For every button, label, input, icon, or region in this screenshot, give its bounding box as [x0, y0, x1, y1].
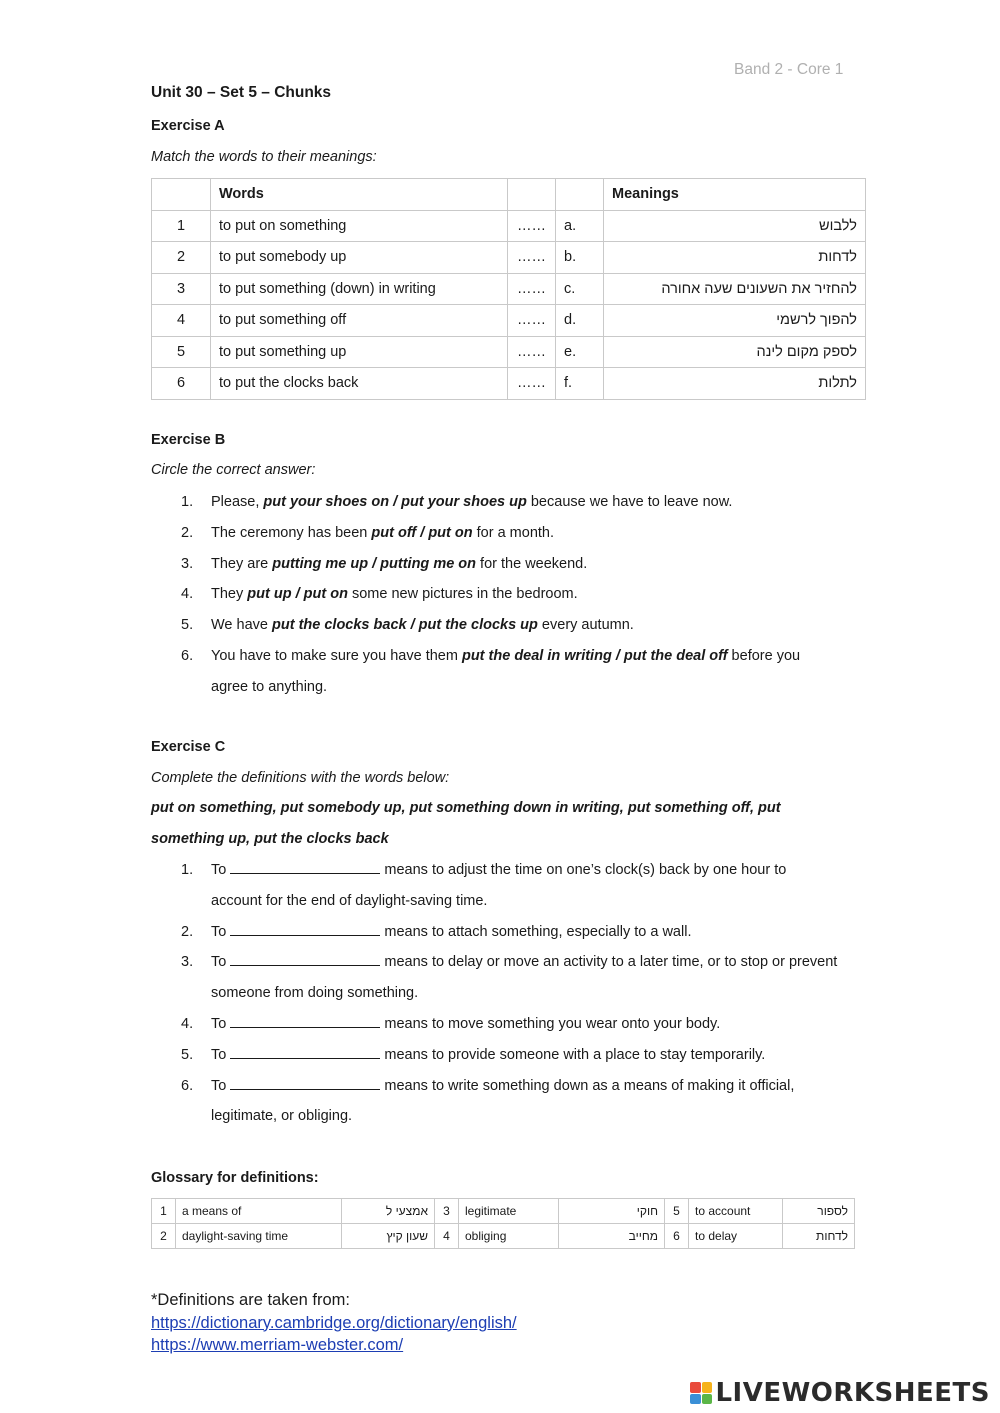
list-item: 6. To means to write something down as a means of making it official, legitimate, or obliging.	[151, 1071, 841, 1133]
meaning-cell: להחזיר את השעונים שעה אחורה	[604, 273, 866, 305]
logo-square	[702, 1382, 713, 1393]
meaning-cell: לספק מקום לינה	[604, 336, 866, 368]
answer-blank[interactable]	[230, 921, 380, 936]
glossary-translation: שעון קיץ	[342, 1224, 435, 1249]
row-number: 4	[152, 305, 211, 337]
sources-intro: *Definitions are taken from:	[151, 1291, 351, 1309]
answer-choice[interactable]: put off / put on	[371, 524, 473, 541]
answer-choice[interactable]: putting me up / putting me on	[272, 555, 477, 572]
exercise-b-heading: Exercise B	[151, 432, 226, 448]
exercise-a-instruction: Match the words to their meanings:	[151, 149, 377, 165]
logo-square	[690, 1394, 701, 1405]
list-item: 5. To means to provide someone with a place to stay temporarily.	[151, 1040, 841, 1071]
table-row	[152, 210, 866, 242]
row-number: 3	[152, 273, 211, 305]
list-item: 2. To means to attach something, especially to a wall.	[151, 917, 841, 948]
answer-choice[interactable]: put up / put on	[247, 586, 348, 603]
item-number: 4.	[181, 1015, 194, 1032]
answer-dots[interactable]: ……	[508, 242, 556, 274]
answer-blank[interactable]	[230, 859, 380, 874]
list-item: 3. They are putting me up / putting me on for the weekend.	[151, 549, 841, 580]
meaning-letter: c.	[556, 273, 604, 305]
exercise-a-heading: Exercise A	[151, 118, 225, 134]
glossary-term: daylight-saving time	[176, 1224, 342, 1249]
table-row	[152, 336, 866, 368]
answer-blank[interactable]	[230, 951, 380, 966]
meaning-cell: להפוך לרשמי	[604, 305, 866, 337]
item-number: 1.	[181, 862, 194, 878]
matching-table	[151, 178, 866, 400]
glossary-term: a means of	[176, 1199, 342, 1224]
glossary-translation: חוקי	[559, 1199, 665, 1224]
glossary-translation: לדחות	[783, 1224, 855, 1249]
glossary-term: to delay	[689, 1224, 783, 1249]
answer-blank[interactable]	[230, 1075, 380, 1090]
item-number: 6.	[181, 647, 194, 664]
answer-blank[interactable]	[230, 1044, 380, 1059]
table-row	[152, 368, 866, 400]
item-number: 5.	[181, 1046, 194, 1063]
word-cell: to put something off	[211, 305, 508, 337]
logo-text: LIVEWORKSHEETS	[715, 1378, 990, 1408]
row-number: 1	[152, 210, 211, 242]
list-item: 2. The ceremony has been put off / put on for a month.	[151, 518, 841, 549]
meaning-letter: a.	[556, 210, 604, 242]
table-row	[152, 305, 866, 337]
meaning-letter: b.	[556, 242, 604, 274]
meaning-letter: e.	[556, 336, 604, 368]
table-header-row	[152, 179, 866, 211]
logo-square	[702, 1394, 713, 1405]
glossary-translation: מחייב	[559, 1224, 665, 1249]
list-item: 4. They put up / put on some new pictures in the bedroom.	[151, 579, 841, 610]
answer-choice[interactable]: put the deal in writing / put the deal off	[461, 647, 728, 664]
answer-dots[interactable]: ……	[508, 305, 556, 337]
word-cell: to put something (down) in writing	[211, 273, 508, 305]
word-cell: to put on something	[211, 210, 508, 242]
word-cell: to put something up	[211, 336, 508, 368]
merriam-webster-link[interactable]: https://www.merriam-webster.com/	[151, 1336, 404, 1354]
table-row	[152, 273, 866, 305]
glossary-row: 2 daylight-saving time שעון קיץ 4 obliging מחייב 6 to delay לדחות	[152, 1224, 855, 1249]
word-cell: to put somebody up	[211, 242, 508, 274]
cambridge-link[interactable]: https://dictionary.cambridge.org/dictionary/english/	[151, 1313, 517, 1332]
item-number: 5.	[181, 617, 194, 634]
answer-blank[interactable]	[230, 1013, 380, 1028]
glossary-heading: Glossary for definitions:	[151, 1170, 319, 1186]
word-cell: to put the clocks back	[211, 368, 508, 400]
words-header: Words	[211, 179, 508, 211]
liveworksheets-logo	[690, 1378, 990, 1408]
item-number: 3.	[181, 954, 194, 971]
item-number: 6.	[181, 1077, 194, 1094]
answer-dots[interactable]: ……	[508, 336, 556, 368]
meaning-letter: f.	[556, 368, 604, 400]
meaning-cell: לדחות	[604, 242, 866, 274]
list-item: 5. We have put the clocks back / put the clocks up every autumn.	[151, 610, 841, 641]
glossary-translation: אמצעי ל	[342, 1199, 435, 1224]
list-item: 4. To means to move something you wear onto your body.	[151, 1009, 841, 1040]
item-number: 2.	[181, 923, 194, 940]
row-number: 5	[152, 336, 211, 368]
answer-dots[interactable]: ……	[508, 273, 556, 305]
word-bank: put on something, put somebody up, put something down in writing, put something off, put something up, put the clocks back	[151, 800, 781, 847]
exercise-c-heading: Exercise C	[151, 739, 226, 755]
item-number: 2.	[181, 524, 194, 541]
glossary-table	[151, 1198, 855, 1249]
exercise-b-list	[151, 487, 841, 703]
glossary-translation: לספור	[783, 1199, 855, 1224]
glossary-term: to account	[689, 1199, 783, 1224]
page-title: Unit 30 – Set 5 – Chunks	[151, 84, 332, 101]
item-number: 3.	[181, 555, 194, 572]
item-number: 1.	[181, 494, 194, 510]
answer-choice[interactable]: put the clocks back / put the clocks up	[272, 617, 538, 634]
exercise-c-instruction: Complete the definitions with the words below:	[151, 770, 450, 786]
list-item: 1. Please, put your shoes on / put your shoes up because we have to leave now.	[151, 487, 841, 518]
list-item: 6. You have to make sure you have them put the deal in writing / put the deal off before you agree to anything.	[151, 641, 841, 703]
glossary-term: legitimate	[459, 1199, 559, 1224]
glossary-term: obliging	[459, 1224, 559, 1249]
exercise-c-list	[151, 855, 841, 1132]
table-row	[152, 242, 866, 274]
row-number: 2	[152, 242, 211, 274]
exercise-b-instruction: Circle the correct answer:	[151, 462, 316, 478]
sources	[151, 1289, 517, 1357]
list-item: 3. To means to delay or move an activity to a later time, or to stop or prevent someone from doing something.	[151, 947, 841, 1009]
list-item: 1. To means to adjust the time on one’s clock(s) back by one hour to account for the end of daylight-saving time.	[151, 855, 841, 917]
logo-icon	[690, 1382, 712, 1404]
logo-square	[690, 1382, 701, 1393]
glossary-row: 1 a means of אמצעי ל 3 legitimate חוקי 5 to account לספור	[152, 1199, 855, 1224]
meanings-header: Meanings	[604, 179, 866, 211]
answer-choice[interactable]: put your shoes on / put your shoes up	[263, 494, 527, 510]
row-number: 6	[152, 368, 211, 400]
answer-dots[interactable]: ……	[508, 210, 556, 242]
item-number: 4.	[181, 586, 194, 603]
meaning-letter: d.	[556, 305, 604, 337]
meaning-cell: לתלות	[604, 368, 866, 400]
band-label: Band 2 - Core 1	[734, 61, 844, 78]
answer-dots[interactable]: ……	[508, 368, 556, 400]
meaning-cell: ללבוש	[604, 210, 866, 242]
